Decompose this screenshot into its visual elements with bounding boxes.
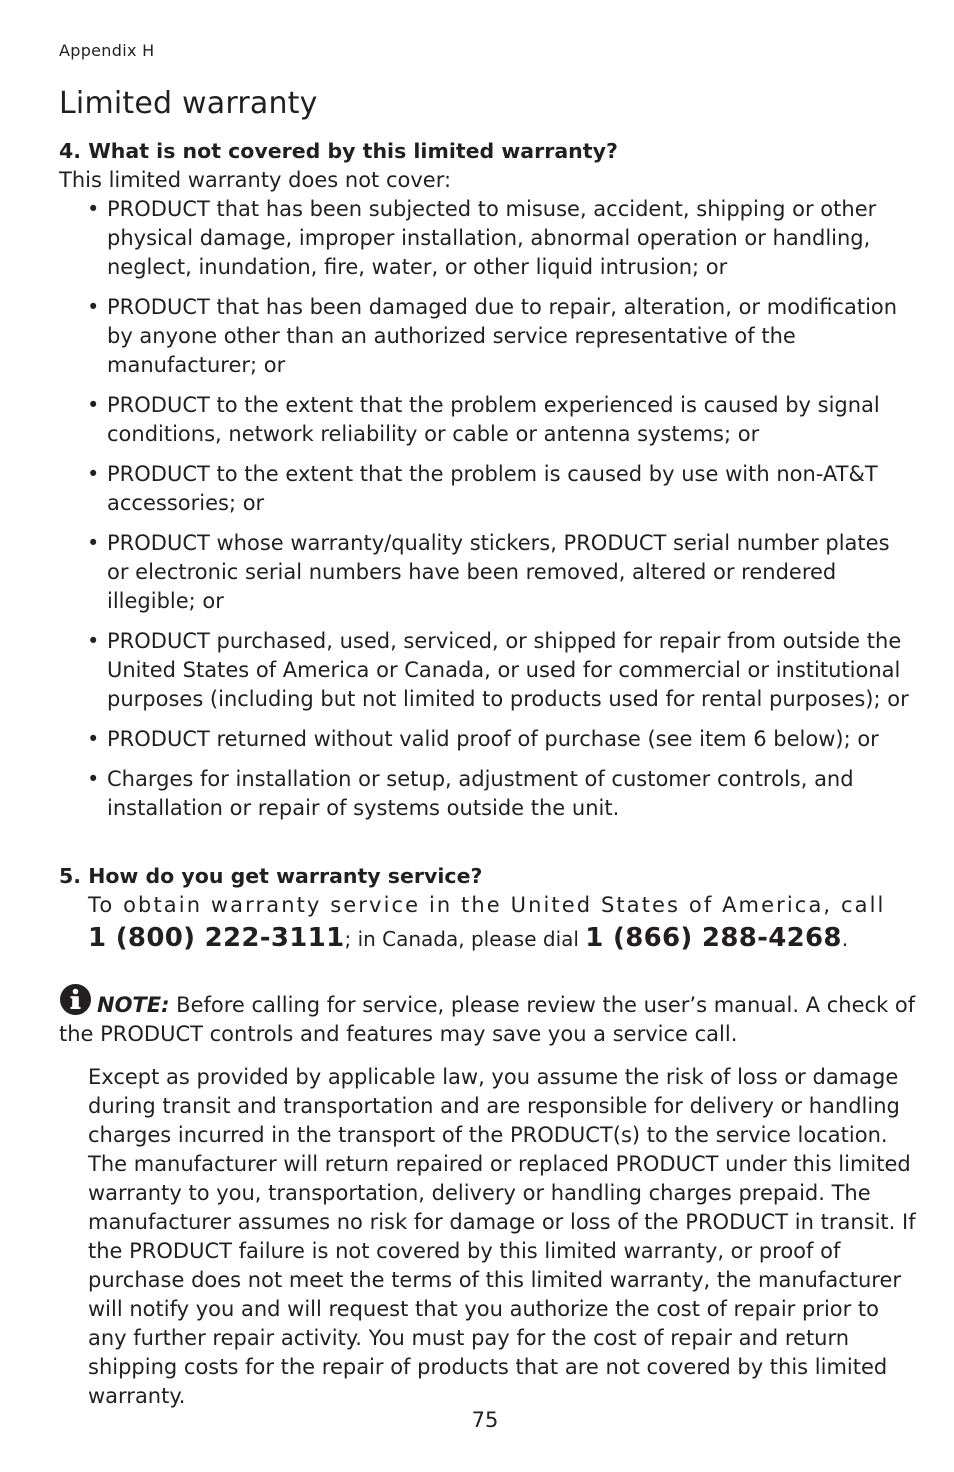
list-item-text: Charges for installation or setup, adjustment of customer controls, and installation or repair of systems outside the unit. — [107, 767, 854, 820]
page-number: 75 — [471, 1408, 499, 1432]
list-item-text: PRODUCT returned without valid proof of purchase (see item 6 below); or — [107, 727, 879, 751]
list-item — [87, 627, 917, 714]
shipping-risk-paragraph: Except as provided by applicable law, you assume the risk of loss or damage during transit and transportation and are responsible for delivery or handling charges incurred in the transport of the PRODUCT(s) to the service location. The manufacturer will return repaired or replaced PRODUCT under this limited warranty to you, transportation, delivery or handling charges prepaid. The manufacturer assumes no risk for damage or loss of the PRODUCT in transit. If the PRODUCT failure is not covered by this limited warranty, or proof of purchase does not meet the terms of this limited warranty, the manufacturer will notify you and will request that you authorize the cost of repair prior to any further repair activity. You must pay for the cost of repair and return shipping costs for the repair of products that are not covered by this limited warranty. — [88, 1065, 916, 1408]
section-5-heading: 5. How do you get warranty service? — [59, 864, 483, 888]
bullet-icon: • — [87, 393, 100, 417]
bullet-icon: • — [87, 629, 100, 653]
list-item-text: PRODUCT purchased, used, serviced, or shipped for repair from outside the United States of America or Canada, or used for commercial or institutional purposes (including but not limited to products used for rental purposes); or — [107, 629, 909, 711]
phone-separator-text: ; in Canada, please dial — [344, 927, 586, 951]
list-item-text: PRODUCT that has been damaged due to repair, alteration, or modification by anyone other than an authorized service representative of the manufacturer; or — [107, 295, 898, 377]
list-item-text: PRODUCT that has been subjected to misuse, accident, shipping or other physical damage, improper installation, abnormal operation or handling, neglect, inundation, fire, water, or other liquid intrusion; or — [107, 197, 877, 279]
phone-number-us: 1 (800) 222-3111 — [88, 923, 345, 953]
phone-end-text: . — [841, 927, 849, 951]
bullet-icon: • — [87, 767, 100, 791]
section-4-heading: 4. What is not covered by this limited warranty? — [59, 139, 618, 163]
exclusions-list — [87, 195, 917, 834]
list-item-text: PRODUCT to the extent that the problem experienced is caused by signal conditions, network reliability or cable or antenna systems; or — [107, 393, 880, 446]
list-item — [87, 725, 917, 754]
info-icon — [59, 983, 92, 1016]
bullet-icon: • — [87, 531, 100, 555]
service-phone-line — [88, 922, 848, 955]
bullet-icon: • — [87, 295, 100, 319]
list-item — [87, 391, 917, 449]
list-item — [87, 529, 917, 616]
list-item-text: PRODUCT whose warranty/quality stickers, PRODUCT serial number plates or electronic serial numbers have been removed, altered or rendered illegible; or — [107, 531, 890, 613]
service-instructions: To obtain warranty service in the United States of America, call — [88, 893, 886, 917]
bullet-icon: • — [87, 197, 100, 221]
note-label: NOTE: — [97, 993, 170, 1017]
bullet-icon: • — [87, 462, 100, 486]
phone-number-canada: 1 (866) 288-4268 — [585, 923, 842, 953]
list-item — [87, 460, 917, 518]
note-callout — [59, 983, 929, 1049]
list-item-text: PRODUCT to the extent that the problem is caused by use with non-AT&T accessories; or — [107, 462, 878, 515]
section-4-intro: This limited warranty does not cover: — [59, 168, 452, 192]
page-title: Limited warranty — [59, 86, 318, 121]
list-item — [87, 195, 917, 282]
running-head: Appendix H — [59, 41, 155, 60]
bullet-icon: • — [87, 727, 100, 751]
list-item — [87, 765, 917, 823]
list-item — [87, 293, 917, 380]
note-text: Before calling for service, please review the user’s manual. A check of the PRODUCT controls and features may save you a service call. — [59, 993, 916, 1046]
